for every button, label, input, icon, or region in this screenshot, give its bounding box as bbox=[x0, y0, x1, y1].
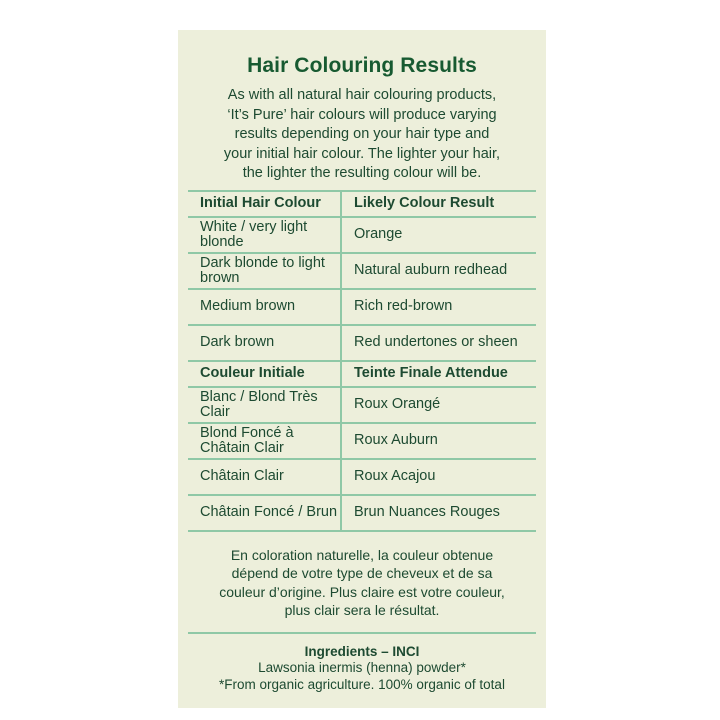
fr-line: couleur d’origine. Plus claire est votre couleur, bbox=[219, 583, 505, 600]
info-panel bbox=[178, 30, 546, 708]
intro-line: the lighter the resulting colour will be. bbox=[242, 165, 482, 181]
header-initial-colour: Initial Hair Colour bbox=[188, 191, 341, 217]
initial-colour-cell: Medium brown bbox=[188, 289, 341, 325]
table-header-row-en bbox=[188, 191, 536, 217]
intro-line: ‘It’s Pure’ hair colours will produce varying bbox=[227, 106, 497, 123]
ingredients-line: Lawsonia inermis (henna) powder* bbox=[258, 659, 466, 675]
initial-colour-cell: White / very light blonde bbox=[188, 217, 341, 253]
table-row bbox=[188, 325, 536, 361]
table-row bbox=[188, 289, 536, 325]
header-couleur-initiale: Couleur Initiale bbox=[188, 361, 341, 387]
result-cell: Natural auburn redhead bbox=[341, 253, 536, 289]
table-row bbox=[188, 217, 536, 253]
fr-line: En coloration naturelle, la couleur obtenue bbox=[230, 546, 494, 563]
table-row bbox=[188, 423, 536, 459]
table-row bbox=[188, 387, 536, 423]
ingredients-footnote: *From organic agriculture. 100% organic of total bbox=[219, 676, 505, 692]
result-cell: Roux Orangé bbox=[341, 387, 536, 423]
table-row bbox=[188, 459, 536, 495]
result-cell: Roux Acajou bbox=[341, 459, 536, 495]
intro-line: results depending on your hair type and bbox=[234, 126, 490, 142]
fr-line: dépend de votre type de cheveux et de sa bbox=[231, 565, 493, 581]
result-cell: Roux Auburn bbox=[341, 423, 536, 459]
initial-colour-cell: Blond Foncé à Châtain Clair bbox=[188, 423, 341, 459]
result-cell: Orange bbox=[341, 217, 536, 253]
table-header-row-fr bbox=[188, 361, 536, 387]
header-teinte-finale: Teinte Finale Attendue bbox=[341, 361, 536, 387]
initial-colour-cell: Blanc / Blond Très Clair bbox=[188, 387, 341, 423]
table-row bbox=[188, 495, 536, 531]
fr-line: plus clair sera le résultat. bbox=[284, 602, 440, 618]
header-likely-result: Likely Colour Result bbox=[341, 191, 536, 217]
intro-line: your initial hair colour. The lighter your hair, bbox=[223, 145, 501, 162]
colour-results-table bbox=[188, 190, 536, 532]
table-row bbox=[188, 253, 536, 289]
initial-colour-cell: Châtain Clair bbox=[188, 459, 341, 495]
result-cell: Brun Nuances Rouges bbox=[341, 495, 536, 531]
section-divider bbox=[188, 632, 536, 634]
intro-paragraph bbox=[188, 86, 536, 184]
initial-colour-cell: Châtain Foncé / Brun bbox=[188, 495, 341, 531]
result-cell: Red undertones or sheen bbox=[341, 325, 536, 361]
page-title: Hair Colouring Results bbox=[247, 54, 477, 77]
french-paragraph bbox=[188, 546, 536, 620]
initial-colour-cell: Dark blonde to light brown bbox=[188, 253, 341, 289]
intro-line: As with all natural hair colouring products, bbox=[227, 87, 497, 103]
ingredients-title: Ingredients – INCI bbox=[304, 643, 420, 659]
result-cell: Rich red-brown bbox=[341, 289, 536, 325]
initial-colour-cell: Dark brown bbox=[188, 325, 341, 361]
